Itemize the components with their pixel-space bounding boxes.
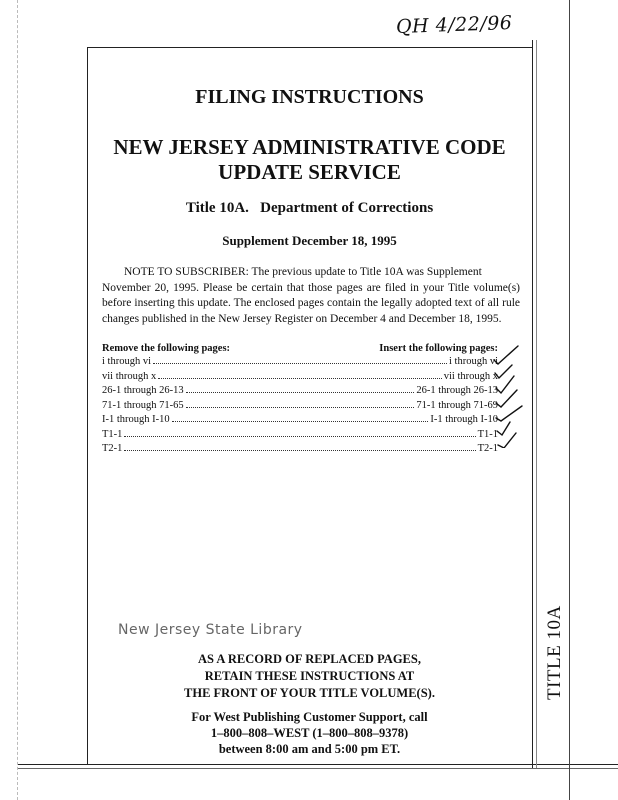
- table-row: [102, 356, 498, 371]
- table-row: [102, 429, 498, 444]
- support-line-1: For West Publishing Customer Support, call: [191, 710, 428, 724]
- insert-cell: vii through x: [443, 370, 498, 382]
- remove-cell: T1-1: [102, 428, 123, 440]
- remove-cell: I-1 through I-10: [102, 414, 170, 425]
- check-mark-icon: [495, 365, 512, 378]
- support-phone: 1–800–808–WEST (1–800–808–9378): [210, 726, 409, 740]
- tab-left-rule: [532, 40, 533, 768]
- table-header: [102, 343, 498, 354]
- frame-bottom-rule: [18, 764, 618, 765]
- insert-cell: T1-1: [477, 428, 498, 440]
- service-title-line1: NEW JERSEY ADMINISTRATIVE CODE: [113, 135, 506, 159]
- insert-cell: T2-1: [477, 443, 498, 454]
- service-title-line2: UPDATE SERVICE: [218, 160, 401, 184]
- subscriber-note: [102, 265, 520, 327]
- remove-cell: 26-1 through 26-13: [102, 385, 184, 396]
- note-line-2: November 20, 1995. Please be certain that those pages are filed in your Title: [102, 281, 470, 294]
- scan-edge: [17, 0, 18, 800]
- title-line: Title 10A. Department of Corrections: [185, 200, 434, 216]
- tab-inner-rule: [536, 40, 537, 768]
- table-row: [102, 385, 498, 400]
- frame-top-rule: [87, 47, 532, 48]
- note-line-3: volume(s) before inserting this update. The enclosed pages contain the legally: [102, 281, 521, 309]
- check-mark-icon: [494, 346, 518, 364]
- dot-leader: [186, 407, 415, 408]
- library-stamp: New Jersey State Library: [118, 622, 303, 638]
- note-line-5: 4 and December 18, 1995.: [380, 312, 502, 325]
- supplement-line: Supplement December 18, 1995: [222, 233, 397, 248]
- support-hours: between 8:00 am and 5:00 pm ET.: [218, 742, 401, 756]
- remove-cell: 71-1 through 71-65: [102, 399, 184, 411]
- retain-instructions: [87, 651, 532, 702]
- title-tab-label: TITLE 10A: [544, 605, 565, 700]
- remove-cell: vii through x: [102, 370, 157, 382]
- insert-cell: 26-1 through 26-13: [416, 385, 498, 396]
- table-row: [102, 371, 498, 386]
- insert-cell: 71-1 through 71-69: [416, 399, 498, 411]
- page-title: FILING INSTRUCTIONS: [195, 86, 424, 108]
- dot-leader: [124, 436, 475, 437]
- insert-cell: i through vi: [449, 356, 498, 367]
- customer-support: [87, 709, 532, 757]
- table-row: [102, 414, 498, 429]
- dot-leader: [186, 392, 415, 393]
- check-mark-icon: [496, 406, 522, 421]
- insert-header: Insert the following pages:: [379, 343, 498, 354]
- remove-header: Remove the following pages:: [102, 343, 231, 354]
- note-line-4: adopted text of all rule changes published in the New Jersey Register on December: [102, 297, 520, 325]
- retain-line-1: AS A RECORD OF REPLACED PAGES,: [198, 652, 421, 666]
- retain-line-2: RETAIN THESE INSTRUCTIONS AT: [204, 669, 415, 683]
- page-list: [102, 356, 498, 458]
- dot-leader: [158, 378, 442, 379]
- frame-bottom-rule-2: [18, 768, 618, 769]
- remove-cell: T2-1: [102, 443, 123, 454]
- handwritten-checkmarks: [492, 338, 532, 448]
- table-row: [102, 443, 498, 458]
- retain-line-3: THE FRONT OF YOUR TITLE VOLUME(S).: [184, 686, 435, 700]
- handwritten-initials-date: QH 4/22/96: [395, 11, 513, 39]
- note-line-1: NOTE TO SUBSCRIBER: The previous update to Title 10A was Supplement: [124, 266, 482, 278]
- remove-cell: i through vi: [102, 356, 151, 367]
- check-mark-icon: [496, 390, 517, 407]
- dot-leader: [124, 450, 475, 451]
- insert-cell: I-1 through I-10: [430, 414, 498, 425]
- dot-leader: [172, 421, 429, 422]
- dot-leader: [153, 363, 447, 364]
- service-title: [87, 135, 532, 185]
- check-mark-icon: [497, 422, 510, 435]
- check-mark-icon: [498, 433, 516, 448]
- tab-right-rule: [569, 0, 570, 800]
- table-row: [102, 400, 498, 415]
